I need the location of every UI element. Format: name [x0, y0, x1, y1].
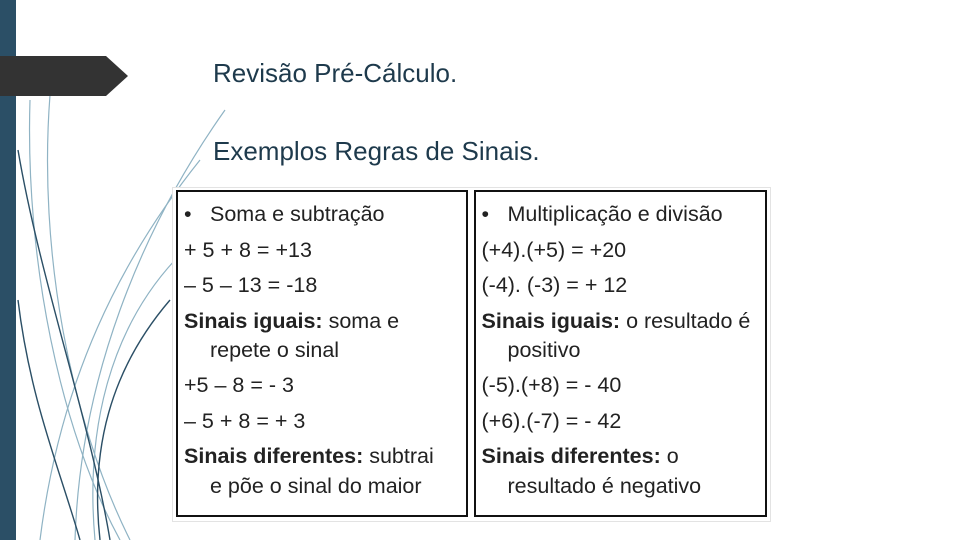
rule-label: Sinais diferentes: [481, 444, 661, 468]
column-heading: • Soma e subtração [184, 197, 460, 233]
slide-subtitle: Exemplos Regras de Sinais. [213, 136, 540, 166]
example-line: (-5).(+8) = - 40 [481, 373, 622, 397]
example-line: – 5 + 8 = + 3 [184, 408, 306, 433]
sign-rules-table [172, 187, 771, 522]
column-heading: • Multiplicação e divisão [482, 197, 760, 233]
rule-line: Sinais diferentes: subtrai [184, 444, 434, 468]
example-line: + 5 + 8 = +13 [184, 237, 312, 262]
bullet-icon: • [184, 202, 192, 226]
example-line: – 5 – 13 = -18 [184, 273, 318, 297]
rule-continuation: positivo [507, 338, 581, 362]
rule-line: Sinais diferentes: o [481, 444, 679, 468]
example-line: (+6).(-7) = - 42 [481, 408, 622, 433]
rule-continuation: repete o sinal [210, 338, 340, 362]
multiplication-division-column [474, 190, 768, 517]
title-marker-arrow [0, 56, 128, 96]
rule-continuation: e põe o sinal do maior [210, 473, 422, 498]
slide-title: Revisão Pré-Cálculo. [213, 58, 458, 88]
example-line: (-4). (-3) = + 12 [481, 273, 628, 297]
rule-label: Sinais iguais: [481, 308, 621, 333]
addition-subtraction-column [176, 190, 468, 517]
rule-line: Sinais iguais: o resultado é [481, 308, 751, 333]
rule-label: Sinais diferentes: [184, 444, 364, 468]
rule-label: Sinais iguais: [184, 308, 323, 333]
bullet-icon: • [481, 202, 490, 226]
rule-continuation: resultado é negativo [507, 473, 702, 498]
example-line: (+4).(+5) = +20 [481, 237, 627, 262]
example-line: +5 – 8 = - 3 [184, 373, 294, 397]
rule-line: Sinais iguais: soma e [184, 308, 400, 333]
